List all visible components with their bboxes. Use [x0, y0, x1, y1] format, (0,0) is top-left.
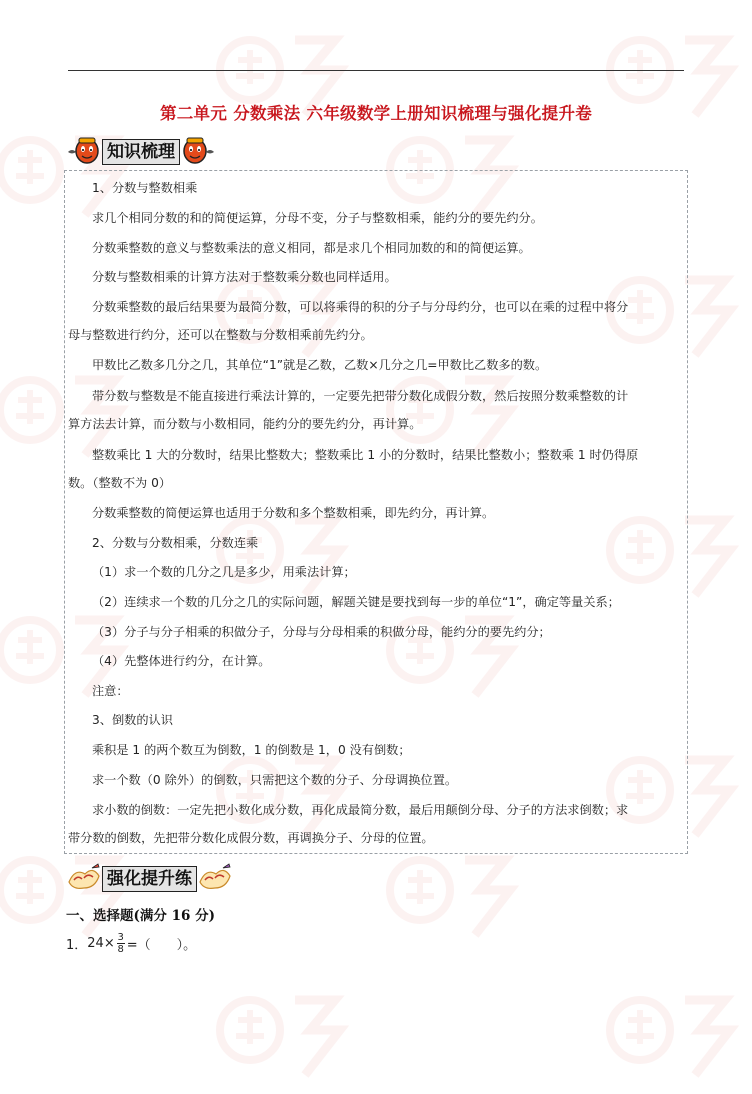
- knowledge-section-label: 知识梳理: [102, 139, 180, 165]
- cartoon-pencil-icon: [66, 862, 102, 896]
- knowledge-line: 分数乘整数的最后结果要为最简分数，可以将乘得的积的分子与分母约分，也可以在乘的过程中将分: [92, 300, 629, 314]
- knowledge-line: （3）分子与分子相乘的积做分子，分母与分母相乘的积做分母，能约分的要先约分；: [92, 625, 551, 639]
- knowledge-heading: 1、分数与整数相乘: [92, 181, 198, 195]
- knowledge-line: （1）求一个数的几分之几是多少，用乘法计算；: [92, 565, 356, 579]
- header-rule: [68, 70, 684, 71]
- fraction-denominator: 8: [117, 944, 124, 955]
- question-lhs: 24×: [87, 936, 115, 951]
- knowledge-line: 数。（整数不为 0）: [68, 476, 172, 490]
- knowledge-line: 注意：: [92, 684, 129, 698]
- knowledge-line: 乘积是 1 的两个数互为倒数，1 的倒数是 1，0 没有倒数；: [92, 743, 411, 757]
- knowledge-line: 分数与整数相乘的计算方法对于整数乘分数也同样适用。: [92, 270, 397, 284]
- question-section-title: 一、选择题(满分 16 分): [66, 908, 215, 924]
- question-rhs: =（ ）。: [126, 938, 197, 953]
- knowledge-section-header: [66, 134, 216, 170]
- watermark-logo: [210, 980, 360, 1094]
- knowledge-line: （2）连续求一个数的几分之几的实际问题，解题关键是要找到每一步的单位“1”，确定等量关系；: [92, 595, 620, 609]
- knowledge-line: 求几个相同分数的和的简便运算，分母不变，分子与整数相乘，能约分的要先约分。: [92, 211, 543, 225]
- knowledge-heading: 3、倒数的认识: [92, 713, 173, 727]
- fraction: [117, 932, 125, 955]
- knowledge-line: （4）先整体进行约分，在计算。: [92, 654, 271, 668]
- question-number: 1．: [66, 938, 88, 953]
- document-title: 第二单元 分数乘法 六年级数学上册知识梳理与强化提升卷: [159, 104, 593, 123]
- practice-section-label: 强化提升练: [102, 866, 197, 892]
- watermark-logo: [380, 840, 530, 954]
- question-1: [66, 932, 196, 955]
- knowledge-line: 甲数比乙数多几分之几，其单位“1”就是乙数，乙数×几分之几=甲数比乙数多的数。: [92, 358, 548, 372]
- knowledge-line: 求小数的倒数：一定先把小数化成分数，再化成最简分数，最后用颠倒分母、分子的方法求倒数；求: [92, 803, 629, 817]
- watermark-logo: [600, 980, 750, 1094]
- knowledge-line: 分数乘整数的意义与整数乘法的意义相同，都是求几个相同加数的和的简便运算。: [92, 241, 531, 255]
- practice-section-header: [66, 862, 233, 896]
- knowledge-line: 母与整数进行约分，还可以在整数与分数相乘前先约分。: [68, 328, 373, 342]
- fraction-numerator: 3: [117, 932, 124, 943]
- cartoon-bell-icon: [180, 134, 216, 170]
- knowledge-line: 求一个数（0 除外）的倒数，只需把这个数的分子、分母调换位置。: [92, 773, 458, 787]
- knowledge-heading: 2、分数与分数相乘，分数连乘: [92, 536, 259, 550]
- knowledge-line: 分数乘整数的简便运算也适用于分数和多个整数相乘，即先约分，再计算。: [92, 506, 495, 520]
- cartoon-pencil-icon: [197, 862, 233, 896]
- knowledge-line: 带分数的倒数，先把带分数化成假分数，再调换分子、分母的位置。: [68, 831, 434, 845]
- cartoon-bell-icon: [66, 134, 102, 170]
- knowledge-line: 整数乘比 1 大的分数时，结果比整数大；整数乘比 1 小的分数时，结果比整数小；整数乘 1 时仍得原: [92, 448, 639, 462]
- knowledge-line: 算方法去计算，而分数与小数相同，能约分的要先约分，再计算。: [68, 417, 422, 431]
- knowledge-line: 带分数与整数是不能直接进行乘法计算的，一定要先把带分数化成假分数，然后按照分数乘整数的计: [92, 389, 629, 403]
